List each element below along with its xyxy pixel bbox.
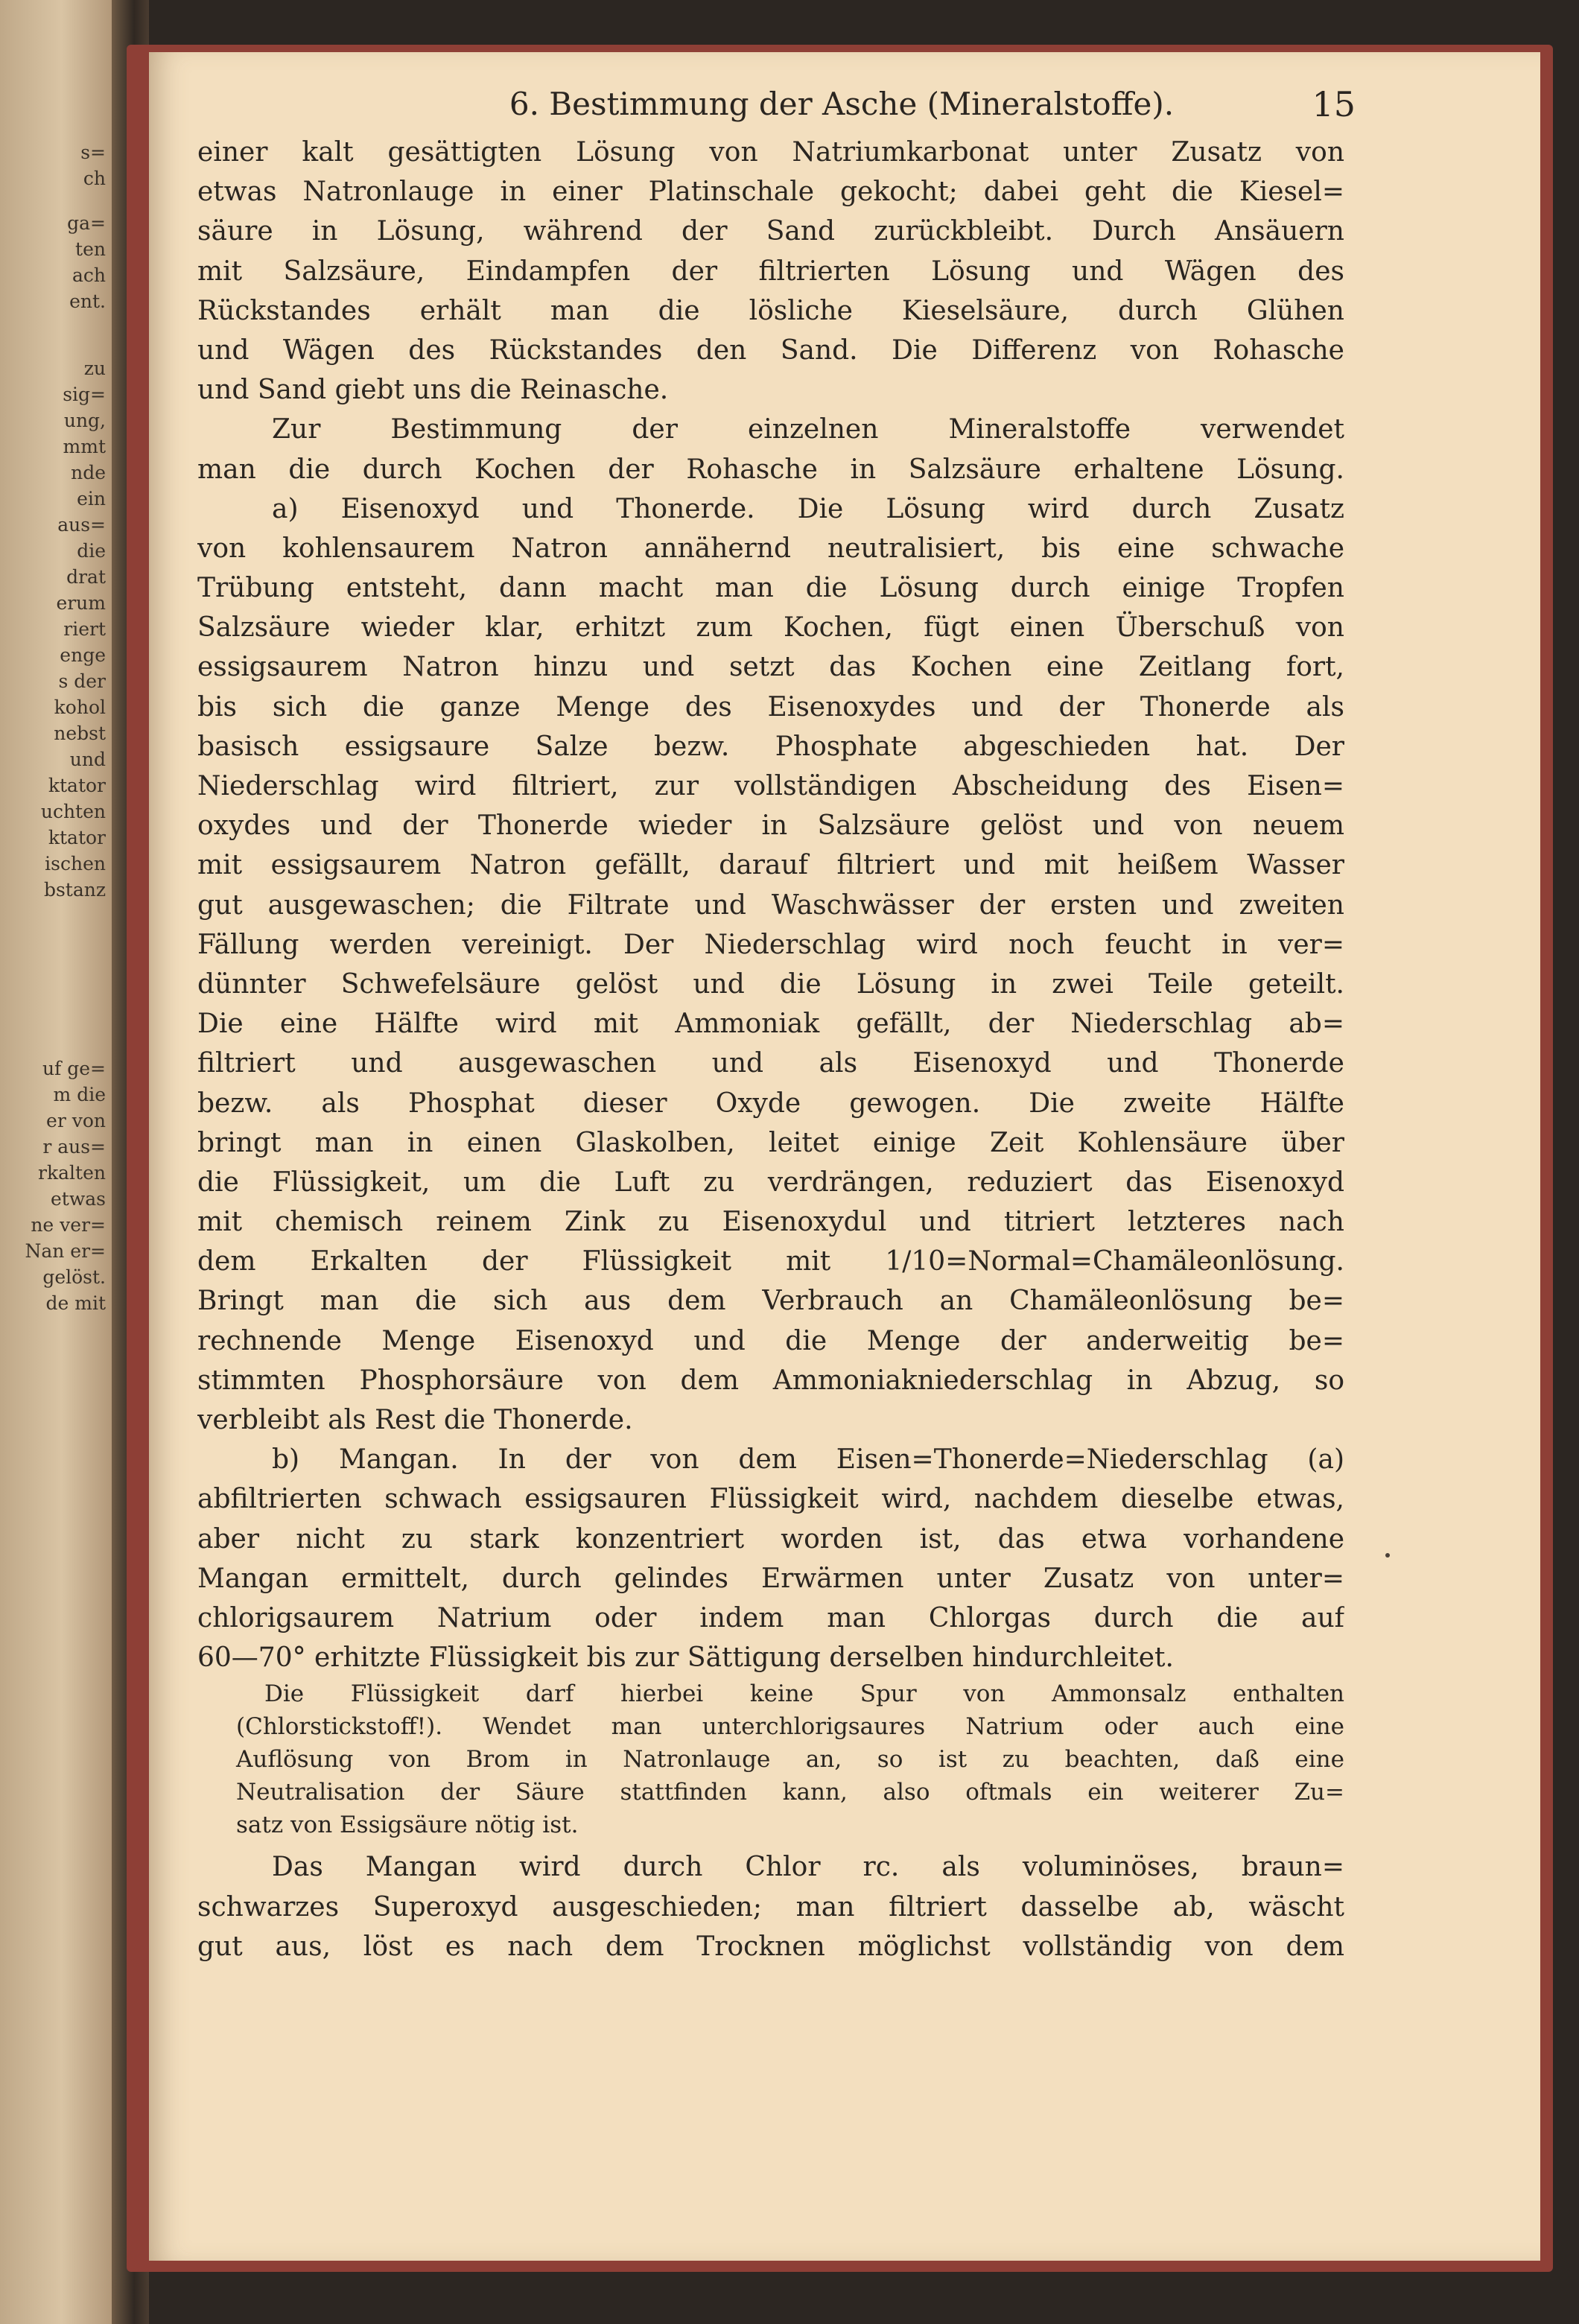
previous-page-fragment: die [77, 540, 106, 562]
body-line: chlorigsaurem Natrium oder indem man Chlorgas durch die auf [197, 1602, 1344, 1634]
body-line: filtriert und ausgewaschen und als Eisenoxyd und Thonerde [197, 1048, 1344, 1079]
body-line: mit essigsaurem Natron gefällt, darauf filtriert und mit heißem Wasser [197, 850, 1344, 881]
body-line: man die durch Kochen der Rohasche in Salzsäure erhaltene Lösung. [197, 454, 1344, 485]
previous-page-fragment: ktator [48, 827, 106, 848]
note-line: satz von Essigsäure nötig ist. [236, 1812, 579, 1839]
previous-page-fragment: enge [60, 644, 106, 666]
previous-page-fragment: ga= [67, 212, 106, 234]
previous-page-fragment: ten [75, 238, 106, 260]
subsection-mangan: b) Mangan. In der von dem Eisen=Thonerde=Niederschlag (a) [272, 1444, 1344, 1476]
body-line: dünnter Schwefelsäure gelöst und die Lösung in zwei Teile geteilt. [197, 968, 1344, 1000]
previous-page-fragment: ein [77, 488, 106, 509]
body-line: bezw. als Phosphat dieser Oxyde gewogen. Die zweite Hälfte [197, 1088, 1344, 1119]
previous-page-fragment: nde [71, 462, 106, 483]
body-line: essigsaurem Natron hinzu und setzt das Kochen eine Zeitlang fort, [197, 652, 1344, 683]
previous-page-fragment: Nan er= [25, 1240, 106, 1262]
previous-page-fragment: ent. [69, 290, 106, 312]
previous-page-fragment: etwas [51, 1188, 106, 1210]
previous-page-fragment: ach [72, 264, 106, 286]
previous-page-fragment: ktator [48, 775, 106, 796]
previous-page-fragment: s der [58, 670, 106, 692]
note-line: (Chlorstickstoff!). Wendet man unterchlorigsaures Natrium oder auch eine [236, 1713, 1344, 1741]
body-line: rechnende Menge Eisenoxyd und die Menge der anderweitig be= [197, 1325, 1344, 1356]
previous-page-fragment: ung, [63, 410, 106, 431]
body-line: verbleibt als Rest die Thonerde. [197, 1405, 633, 1435]
body-line: Das Mangan wird durch Chlor rc. als voluminöses, braun= [272, 1852, 1344, 1883]
body-line: Mangan ermittelt, durch gelindes Erwärmen unter Zusatz von unter= [197, 1563, 1344, 1594]
body-line: Die eine Hälfte wird mit Ammoniak gefällt, der Niederschlag ab= [197, 1009, 1344, 1040]
body-line: stimmten Phosphorsäure von dem Ammoniakniederschlag in Abzug, so [197, 1365, 1344, 1396]
body-line: bringt man in einen Glaskolben, leitet einige Zeit Kohlensäure über [197, 1127, 1344, 1158]
previous-page-fragment: ne ver= [31, 1214, 106, 1236]
running-title: 6. Bestimmung der Asche (Mineralstoffe). [509, 86, 1175, 122]
previous-page-fragment: kohol [54, 696, 106, 718]
previous-page-fragment: zu [83, 358, 106, 379]
ink-speck [1385, 1553, 1390, 1558]
previous-page-edge [0, 0, 112, 2324]
body-line: Salzsäure wieder klar, erhitzt zum Kochen, fügt einen Überschuß von [197, 612, 1344, 644]
previous-page-fragment: bstanz [43, 879, 106, 901]
body-line: Fällung werden vereinigt. Der Niederschlag wird noch feucht in ver= [197, 929, 1344, 960]
body-line: und Sand giebt uns die Reinasche. [197, 375, 669, 406]
body-line: mit Salzsäure, Eindampfen der filtrierten Lösung und Wägen des [197, 255, 1344, 287]
previous-page-fragment: er von [46, 1110, 106, 1131]
previous-page-fragment: mmt [63, 436, 106, 457]
previous-page-fragment: ch [83, 168, 106, 189]
previous-page-fragment: gelöst. [42, 1266, 106, 1288]
spacer [197, 1841, 1344, 1847]
previous-page-fragment: uf ge= [42, 1058, 106, 1079]
previous-page-fragment: drat [66, 566, 106, 588]
body-line: schwarzes Superoxyd ausgeschieden; man filtriert dasselbe ab, wäscht [197, 1891, 1344, 1923]
previous-page-fragment: rkalten [38, 1162, 106, 1184]
page-number: 15 [1312, 84, 1356, 124]
previous-page-fragment: und [69, 749, 106, 770]
previous-page-fragment: nebst [54, 723, 106, 744]
section-heading-line: Zur Bestimmung der einzelnen Mineralstoffe verwendet [272, 414, 1344, 445]
body-line: basisch essigsaure Salze bezw. Phosphate abgeschieden hat. Der [197, 731, 1344, 762]
subsection-eisenoxyd-thonerde: a) Eisenoxyd und Thonerde. Die Lösung wird durch Zusatz [272, 493, 1344, 524]
body-line: gut ausgewaschen; die Filtrate und Waschwässer der ersten und zweiten [197, 889, 1344, 921]
body-line: einer kalt gesättigten Lösung von Natriumkarbonat unter Zusatz von [197, 137, 1344, 168]
previous-page-fragment: sig= [63, 384, 106, 405]
body-line: säure in Lösung, während der Sand zurückbleibt. Durch Ansäuern [197, 216, 1344, 247]
body-line: etwas Natronlauge in einer Platinschale gekocht; dabei geht die Kiesel= [197, 177, 1344, 208]
previous-page-fragment: aus= [57, 514, 106, 536]
body-line: gut aus, löst es nach dem Trocknen möglichst vollständig von dem [197, 1931, 1344, 1962]
note-line: Auflösung von Brom in Natronlauge an, so ist zu beachten, daß eine [236, 1746, 1344, 1774]
body-line: Trübung entsteht, dann macht man die Lösung durch einige Tropfen [197, 573, 1344, 604]
body-line: dem Erkalten der Flüssigkeit mit 1/10=Normal=Chamäleonlösung. [197, 1246, 1344, 1277]
note-line: Neutralisation der Säure stattfinden kann, also oftmals ein weiterer Zu= [236, 1779, 1344, 1806]
previous-page-fragment: uchten [40, 801, 106, 822]
body-line: 60—70° erhitzte Flüssigkeit bis zur Sättigung derselben hindurchleitet. [197, 1642, 1174, 1674]
body-line: mit chemisch reinem Zink zu Eisenoxydul und titriert letzteres nach [197, 1207, 1344, 1238]
body-line: abfiltrierten schwach essigsauren Flüssigkeit wird, nachdem dieselbe etwas, [197, 1484, 1344, 1515]
body-line: Bringt man die sich aus dem Verbrauch an Chamäleonlösung be= [197, 1286, 1344, 1317]
previous-page-fragment: m die [53, 1084, 106, 1105]
previous-page-fragment: s= [80, 142, 106, 163]
body-line: bis sich die ganze Menge des Eisenoxydes und der Thonerde als [197, 691, 1344, 723]
previous-page-fragment: riert [63, 618, 106, 640]
body-line: Rückstandes erhält man die lösliche Kieselsäure, durch Glühen [197, 295, 1344, 326]
previous-page-fragment: erum [56, 592, 106, 614]
previous-page-fragment: ischen [45, 853, 106, 874]
body-line: von kohlensaurem Natron annähernd neutralisiert, bis eine schwache [197, 533, 1344, 564]
body-line: und Wägen des Rückstandes den Sand. Die Differenz von Rohasche [197, 334, 1344, 366]
body-line: Niederschlag wird filtriert, zur vollständigen Abscheidung des Eisen= [197, 771, 1344, 801]
note-line: Die Flüssigkeit darf hierbei keine Spur von Ammonsalz enthalten [264, 1680, 1344, 1708]
previous-page-fragment: de mit [45, 1292, 106, 1314]
body-line: die Flüssigkeit, um die Luft zu verdrängen, reduziert das Eisenoxyd [197, 1166, 1344, 1198]
body-line: oxydes und der Thonerde wieder in Salzsäure gelöst und von neuem [197, 810, 1344, 842]
body-line: aber nicht zu stark konzentriert worden ist, das etwa vorhandene [197, 1523, 1344, 1555]
page-body [197, 133, 1344, 2218]
previous-page-fragment: r aus= [42, 1136, 106, 1158]
